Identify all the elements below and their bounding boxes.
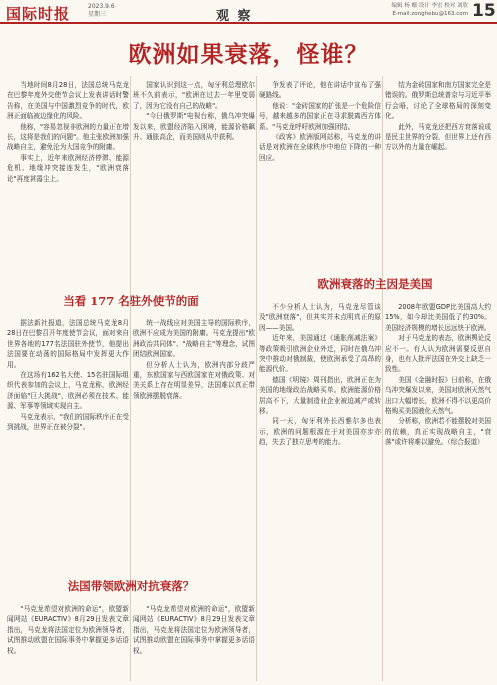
article-col2-top xyxy=(133,80,255,285)
paragraph: 2008年欧盟GDP比美国高大约15%，如今却比美国低了约30%。美国经济规模的增长远远快于欧洲。 xyxy=(385,303,491,332)
issue-info xyxy=(88,3,115,19)
article-col2-bottom xyxy=(133,604,255,682)
paragraph: 但分析人士认为，欧洲内部分歧严重，东欧国家与西欧国家在对俄政策、对美关系上存在明显差异，法国难以真正带领欧洲摆脱衰落。 xyxy=(133,360,255,400)
article-col1-middle xyxy=(7,318,129,573)
paragraph: 马克龙表示，"我们的国际秩序正在受到挑战，世界正在被分裂"。 xyxy=(7,412,129,432)
paragraph: 当地时间8月28日，法国总统马克龙在巴黎年度外交使节会议上发表讲话时警告称，在美国与中国激烈竞争的时代，欧洲正面临被边缘化的风险。 xyxy=(7,81,129,121)
paragraph: 事实上，近年来欧洲经济停滞、能源危机、地缘冲突接连发生，"欧洲衰落论"再度甚嚣尘上。 xyxy=(7,153,129,183)
newspaper-logo: 国际时报 xyxy=(6,5,71,23)
paragraph: 同一天，匈牙利外长西雅尔多也表示，欧洲的问题根源在于对美国亦步亦趋，失去了独立思考的能力。 xyxy=(259,417,381,447)
subheading-france-leads: 法国带领欧洲对抗衰落？ xyxy=(67,579,195,593)
column-divider xyxy=(256,76,257,681)
paragraph: 他称，"容易忽视非欧洲的力量正在增长，这将是我们的问题"。他主张欧洲加强战略自主，避免沦为大国竞争的附庸。 xyxy=(7,122,129,152)
issue-date: 2023.9.6 xyxy=(88,3,115,10)
paragraph: 此外，马克龙还把西方衰落说成是民主世界的分裂，但世界上还有西方以外的力量在崛起。 xyxy=(385,122,491,152)
paragraph: 统一战线应对美国主导的国际秩序，欧洲不应成为美国的附庸。马克龙提出"欧洲政治共同体"、"战略自主"等理念，试图团结欧洲国家。 xyxy=(133,319,255,359)
article-col3-top xyxy=(259,80,381,265)
paragraph: 近年来，美国通过《通胀削减法案》等政策吸引欧洲企业外迁，同时在俄乌冲突中推动对俄制裁，使欧洲承受了高昂的能源代价。 xyxy=(259,334,381,374)
article-col1-top xyxy=(7,80,129,275)
article-col4-bottom xyxy=(385,302,491,682)
editor-email: E-mail:zonghebu@163.com xyxy=(392,10,468,17)
article-col1-bottom xyxy=(7,604,129,682)
issue-weekday: 星期三 xyxy=(88,11,107,18)
page-number: 15 xyxy=(472,1,496,21)
paragraph: 不少分析人士认为，马克龙尽管谈及"欧洲衰落"，但其实并未点明真正的原因——美国。 xyxy=(259,303,381,332)
article-col2-middle xyxy=(133,318,255,573)
paragraph: 他说："金砖国家的扩张是一个危险信号，越来越多的国家正在寻求脱离西方体系。"马克龙呼吁欧洲加强团结。 xyxy=(259,101,381,131)
subheading-us-cause: 欧洲衰落的主因是美国 xyxy=(317,277,433,291)
paragraph: 美国《金融时报》日前称，在俄乌冲突爆发以来，美国对欧洲天然气出口大幅增长，欧洲不得不以更高价格购买美国液化天然气。 xyxy=(385,375,491,416)
masthead xyxy=(0,0,497,24)
section-title: 观 察 xyxy=(216,9,253,24)
subheading-envoys: 当看 177 名驻外使节的面 xyxy=(63,294,199,308)
editor-contact xyxy=(356,3,468,18)
page-headline: 欧洲如果衰落，怪谁？ xyxy=(128,41,369,68)
paragraph: "今日俄罗斯"电视台称，俄乌冲突爆发以来，欧盟经济陷入困境，能源价格飙升、通胀高企，而美国则从中获利。 xyxy=(133,112,255,142)
column-divider xyxy=(382,76,383,681)
paragraph: 《政客》欧洲版网站称，马克龙的讲话是对欧洲在全球秩序中地位下降的一种回应。 xyxy=(259,133,381,162)
paragraph: "马克龙希望对欧洲的命运"，欧盟新闻网站《EURACTIV》8月29日发表文章指出，马克龙将法国定位为欧洲领导者，试图推动欧盟在国际事务中掌握更多话语权。 xyxy=(133,605,255,655)
paragraph: 争发表了评论，他在讲话中宣布了强硬路线。 xyxy=(259,81,381,100)
paragraph: 国家认识到这一点，匈牙利总理欧尔班不久前表示，"欧洲在过去一年里变弱了，因为它没有自己的战略"。 xyxy=(133,81,255,110)
editor-credits: 编辑 杨 姗 设计 李宏 校对 刘欣 xyxy=(391,3,468,9)
paragraph: 在这场有162名大使、15名驻国际组织代表参加的会议上，马克龙称，欧洲经济面临"巨大挑战"，欧洲必须在技术、能源、军事等领域实现自主。 xyxy=(7,371,129,411)
paragraph: 分析称，欧洲若不能摆脱对美国的依赖，真正实现战略自主，"衰落"或许将难以避免。（综合报道） xyxy=(385,417,491,447)
paragraph: "马克龙希望对欧洲的命运"，欧盟新闻网站《EURACTIV》8月29日发表文章指出，马克龙将法国定位为欧洲领导者，试图推动欧盟在国际事务中掌握更多话语权。 xyxy=(7,605,129,655)
paragraph: 德国《明镜》周刊指出，欧洲正在为美国的地缘政治战略买单。欧洲能源价格居高不下，大量制造业企业被迫减产或转移。 xyxy=(259,375,381,416)
article-col4-top xyxy=(385,80,491,265)
paragraph: 据法新社报道，法国总统马克龙8月28日在巴黎召开年度使节会议，面对来自世界各地的177名法国驻外使节，他提出法国要在动荡的国际格局中发挥更大作用。 xyxy=(7,319,129,369)
paragraph: 结为金砖国家和南方国家完全是错误的。俄罗斯总统普京与习近平举行会晤，讨论了全球格局的深刻变化。 xyxy=(385,81,491,121)
article-col3-bottom xyxy=(259,302,381,682)
paragraph: 对于马克龙的表态，欧洲舆论反应不一。有人认为欧洲需要反思自身，也有人批评法国在外交上缺乏一致性。 xyxy=(385,334,491,374)
